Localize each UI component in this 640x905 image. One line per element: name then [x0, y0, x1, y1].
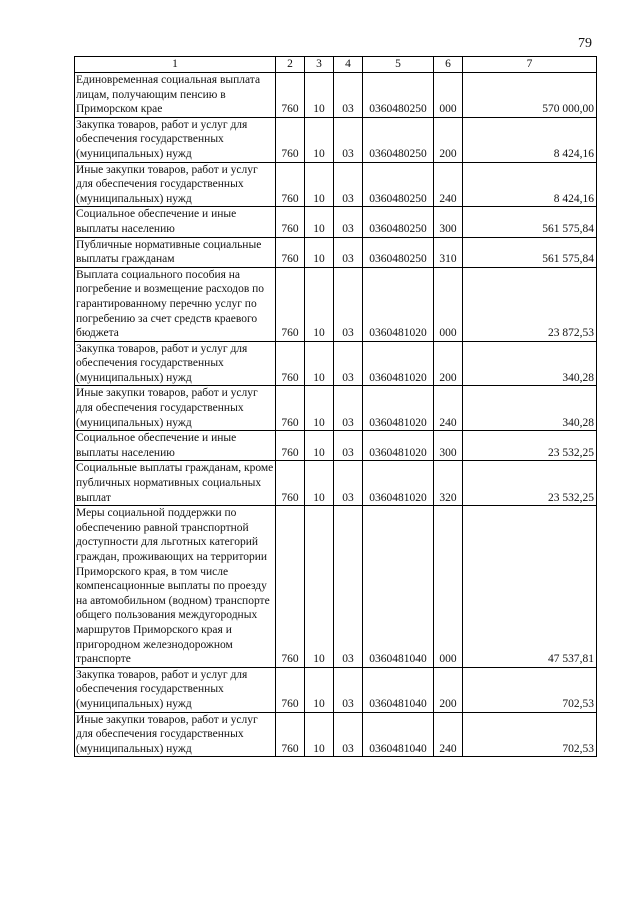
cell-col-6: 300 [434, 207, 463, 237]
cell-amount: 561 575,84 [463, 207, 597, 237]
cell-name: Закупка товаров, работ и услуг для обеспечения государственных (муниципальных) нужд [75, 341, 276, 386]
cell-amount: 561 575,84 [463, 237, 597, 267]
cell-col-4: 03 [334, 506, 363, 668]
cell-col-2: 760 [276, 267, 305, 341]
cell-col-6: 000 [434, 267, 463, 341]
cell-col-2: 760 [276, 207, 305, 237]
cell-col-2: 760 [276, 431, 305, 461]
cell-col-3: 10 [305, 386, 334, 431]
table-row [75, 386, 597, 431]
cell-col-2: 760 [276, 237, 305, 267]
cell-col-2: 760 [276, 73, 305, 118]
page-number: 79 [578, 36, 592, 51]
cell-col-4: 03 [334, 461, 363, 506]
cell-name: Социальные выплаты гражданам, кроме публичных нормативных социальных выплат [75, 461, 276, 506]
cell-col-2: 760 [276, 506, 305, 668]
cell-name: Единовременная социальная выплата лицам, получающим пенсию в Приморском крае [75, 73, 276, 118]
cell-amount: 23 532,25 [463, 431, 597, 461]
table-row [75, 73, 597, 118]
cell-name: Публичные нормативные социальные выплаты гражданам [75, 237, 276, 267]
cell-col-4: 03 [334, 667, 363, 712]
cell-col-5: 0360481020 [363, 461, 434, 506]
cell-col-4: 03 [334, 341, 363, 386]
cell-name: Меры социальной поддержки по обеспечению равной транспортной доступности для льготных категорий граждан, проживающих на территории Приморского края, в том числе компенсационные выплаты по проезду на автомобильном (водном) транспорте общего пользования междугородных маршрутов Приморского края и пригородном железнодорожном транспорте [75, 506, 276, 668]
cell-col-3: 10 [305, 341, 334, 386]
cell-col-3: 10 [305, 237, 334, 267]
header-col-4: 4 [334, 57, 363, 73]
cell-col-4: 03 [334, 712, 363, 757]
cell-col-5: 0360481040 [363, 712, 434, 757]
cell-amount: 8 424,16 [463, 162, 597, 207]
table-row [75, 267, 597, 341]
cell-amount: 23 872,53 [463, 267, 597, 341]
cell-col-6: 240 [434, 712, 463, 757]
cell-col-3: 10 [305, 506, 334, 668]
cell-col-6: 240 [434, 162, 463, 207]
cell-name: Выплата социального пособия на погребение и возмещение расходов по гарантированному перечню услуг по погребению за счет средств краевого бюджета [75, 267, 276, 341]
cell-amount: 47 537,81 [463, 506, 597, 668]
cell-col-5: 0360481020 [363, 431, 434, 461]
cell-col-5: 0360480250 [363, 117, 434, 162]
cell-col-6: 310 [434, 237, 463, 267]
cell-col-3: 10 [305, 461, 334, 506]
cell-col-6: 000 [434, 506, 463, 668]
cell-col-5: 0360480250 [363, 237, 434, 267]
cell-col-4: 03 [334, 431, 363, 461]
cell-amount: 570 000,00 [463, 73, 597, 118]
table-row [75, 461, 597, 506]
cell-amount: 702,53 [463, 667, 597, 712]
cell-col-2: 760 [276, 117, 305, 162]
cell-col-5: 0360481020 [363, 267, 434, 341]
cell-col-4: 03 [334, 267, 363, 341]
table-header-row [75, 57, 597, 73]
cell-col-3: 10 [305, 712, 334, 757]
cell-name: Иные закупки товаров, работ и услуг для обеспечения государственных (муниципальных) нужд [75, 386, 276, 431]
cell-col-6: 320 [434, 461, 463, 506]
header-col-3: 3 [305, 57, 334, 73]
cell-name: Закупка товаров, работ и услуг для обеспечения государственных (муниципальных) нужд [75, 667, 276, 712]
cell-col-5: 0360480250 [363, 73, 434, 118]
header-col-6: 6 [434, 57, 463, 73]
cell-col-3: 10 [305, 73, 334, 118]
cell-col-6: 300 [434, 431, 463, 461]
table-row [75, 667, 597, 712]
header-col-1: 1 [75, 57, 276, 73]
cell-col-5: 0360481020 [363, 386, 434, 431]
cell-col-2: 760 [276, 667, 305, 712]
cell-col-6: 200 [434, 117, 463, 162]
cell-name: Социальное обеспечение и иные выплаты населению [75, 207, 276, 237]
cell-col-2: 760 [276, 341, 305, 386]
cell-col-4: 03 [334, 207, 363, 237]
cell-amount: 340,28 [463, 386, 597, 431]
table-row [75, 712, 597, 757]
cell-col-3: 10 [305, 267, 334, 341]
cell-col-3: 10 [305, 162, 334, 207]
cell-col-2: 760 [276, 386, 305, 431]
cell-col-3: 10 [305, 667, 334, 712]
table-row [75, 207, 597, 237]
cell-col-6: 240 [434, 386, 463, 431]
table-row [75, 117, 597, 162]
cell-col-2: 760 [276, 712, 305, 757]
cell-col-4: 03 [334, 386, 363, 431]
cell-col-6: 200 [434, 667, 463, 712]
table-body [75, 73, 597, 757]
cell-name: Иные закупки товаров, работ и услуг для обеспечения государственных (муниципальных) нужд [75, 162, 276, 207]
table-row [75, 341, 597, 386]
cell-amount: 8 424,16 [463, 117, 597, 162]
cell-col-2: 760 [276, 162, 305, 207]
cell-col-3: 10 [305, 431, 334, 461]
cell-col-3: 10 [305, 117, 334, 162]
cell-col-6: 000 [434, 73, 463, 118]
cell-name: Социальное обеспечение и иные выплаты населению [75, 431, 276, 461]
cell-col-5: 0360481040 [363, 506, 434, 668]
cell-col-5: 0360480250 [363, 207, 434, 237]
cell-col-6: 200 [434, 341, 463, 386]
cell-col-5: 0360481020 [363, 341, 434, 386]
cell-col-5: 0360480250 [363, 162, 434, 207]
cell-col-4: 03 [334, 237, 363, 267]
table-row [75, 431, 597, 461]
table-row [75, 237, 597, 267]
header-col-2: 2 [276, 57, 305, 73]
cell-col-4: 03 [334, 73, 363, 118]
cell-col-3: 10 [305, 207, 334, 237]
cell-col-5: 0360481040 [363, 667, 434, 712]
cell-col-4: 03 [334, 162, 363, 207]
cell-amount: 23 532,25 [463, 461, 597, 506]
header-col-7: 7 [463, 57, 597, 73]
table-row [75, 162, 597, 207]
cell-col-2: 760 [276, 461, 305, 506]
budget-table [74, 56, 597, 757]
cell-col-4: 03 [334, 117, 363, 162]
cell-amount: 340,28 [463, 341, 597, 386]
table-row [75, 506, 597, 668]
cell-amount: 702,53 [463, 712, 597, 757]
header-col-5: 5 [363, 57, 434, 73]
cell-name: Иные закупки товаров, работ и услуг для обеспечения государственных (муниципальных) нужд [75, 712, 276, 757]
cell-name: Закупка товаров, работ и услуг для обеспечения государственных (муниципальных) нужд [75, 117, 276, 162]
